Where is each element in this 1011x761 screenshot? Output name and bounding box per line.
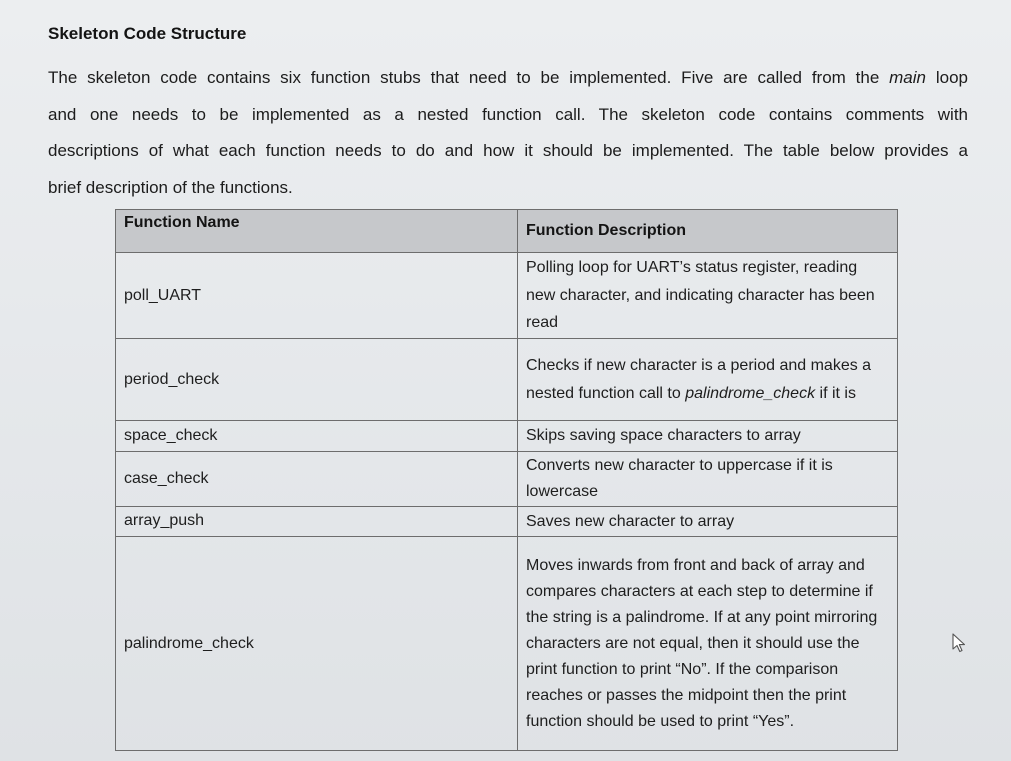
table-row: [116, 253, 898, 339]
paragraph-line-3: descriptions of what each function needs to do and how it should be implemented. The table below provides a: [48, 141, 968, 160]
function-description-cell: Saves new character to array: [518, 506, 898, 537]
function-name-cell: space_check: [116, 421, 518, 452]
table-row: [116, 506, 898, 537]
function-name-cell: case_check: [116, 451, 518, 506]
table-row: [116, 421, 898, 452]
paragraph-line-2: and one needs to be implemented as a nested function call. The skeleton code contains comments with: [48, 104, 968, 124]
table-row: [116, 339, 898, 421]
header-function-name: Function Name: [116, 210, 518, 253]
function-description-cell: Checks if new character is a period and makes a nested function call to palindrome_check if it is: [518, 339, 898, 421]
function-name-cell: poll_UART: [116, 253, 518, 339]
function-name-cell: array_push: [116, 506, 518, 537]
emphasis-palindrome-check: palindrome_check: [685, 384, 816, 402]
mouse-pointer-icon: [951, 633, 967, 653]
function-description-cell: Polling loop for UART’s status register, reading new character, and indicating character has been read: [518, 253, 898, 339]
function-description-cell: Converts new character to uppercase if it is lowercase: [518, 451, 898, 506]
function-name-cell: palindrome_check: [116, 537, 518, 751]
function-table: [115, 209, 898, 751]
function-description-cell: Skips saving space characters to array: [518, 421, 898, 452]
header-function-description: Function Description: [518, 210, 898, 253]
table-header-row: [116, 210, 898, 253]
function-description-cell: Moves inwards from front and back of array and compares characters at each step to determine if the string is a palindrome. If at any point mirroring characters are not equal, then it should use the print function to print “No”. If the comparison reaches or passes the midpoint then the print function should be used to print “Yes”.: [518, 537, 898, 751]
paragraph-line-4: brief description of the functions.: [48, 177, 293, 197]
intro-paragraph: [48, 60, 968, 206]
paragraph-line-1: The skeleton code contains six function stubs that need to be implemented. Five are called from the main loop: [48, 68, 968, 87]
section-heading: Skeleton Code Structure: [48, 24, 247, 43]
function-name-cell: period_check: [116, 339, 518, 421]
table-row: [116, 537, 898, 751]
emphasis-main: main: [889, 68, 926, 87]
table-row: [116, 451, 898, 506]
